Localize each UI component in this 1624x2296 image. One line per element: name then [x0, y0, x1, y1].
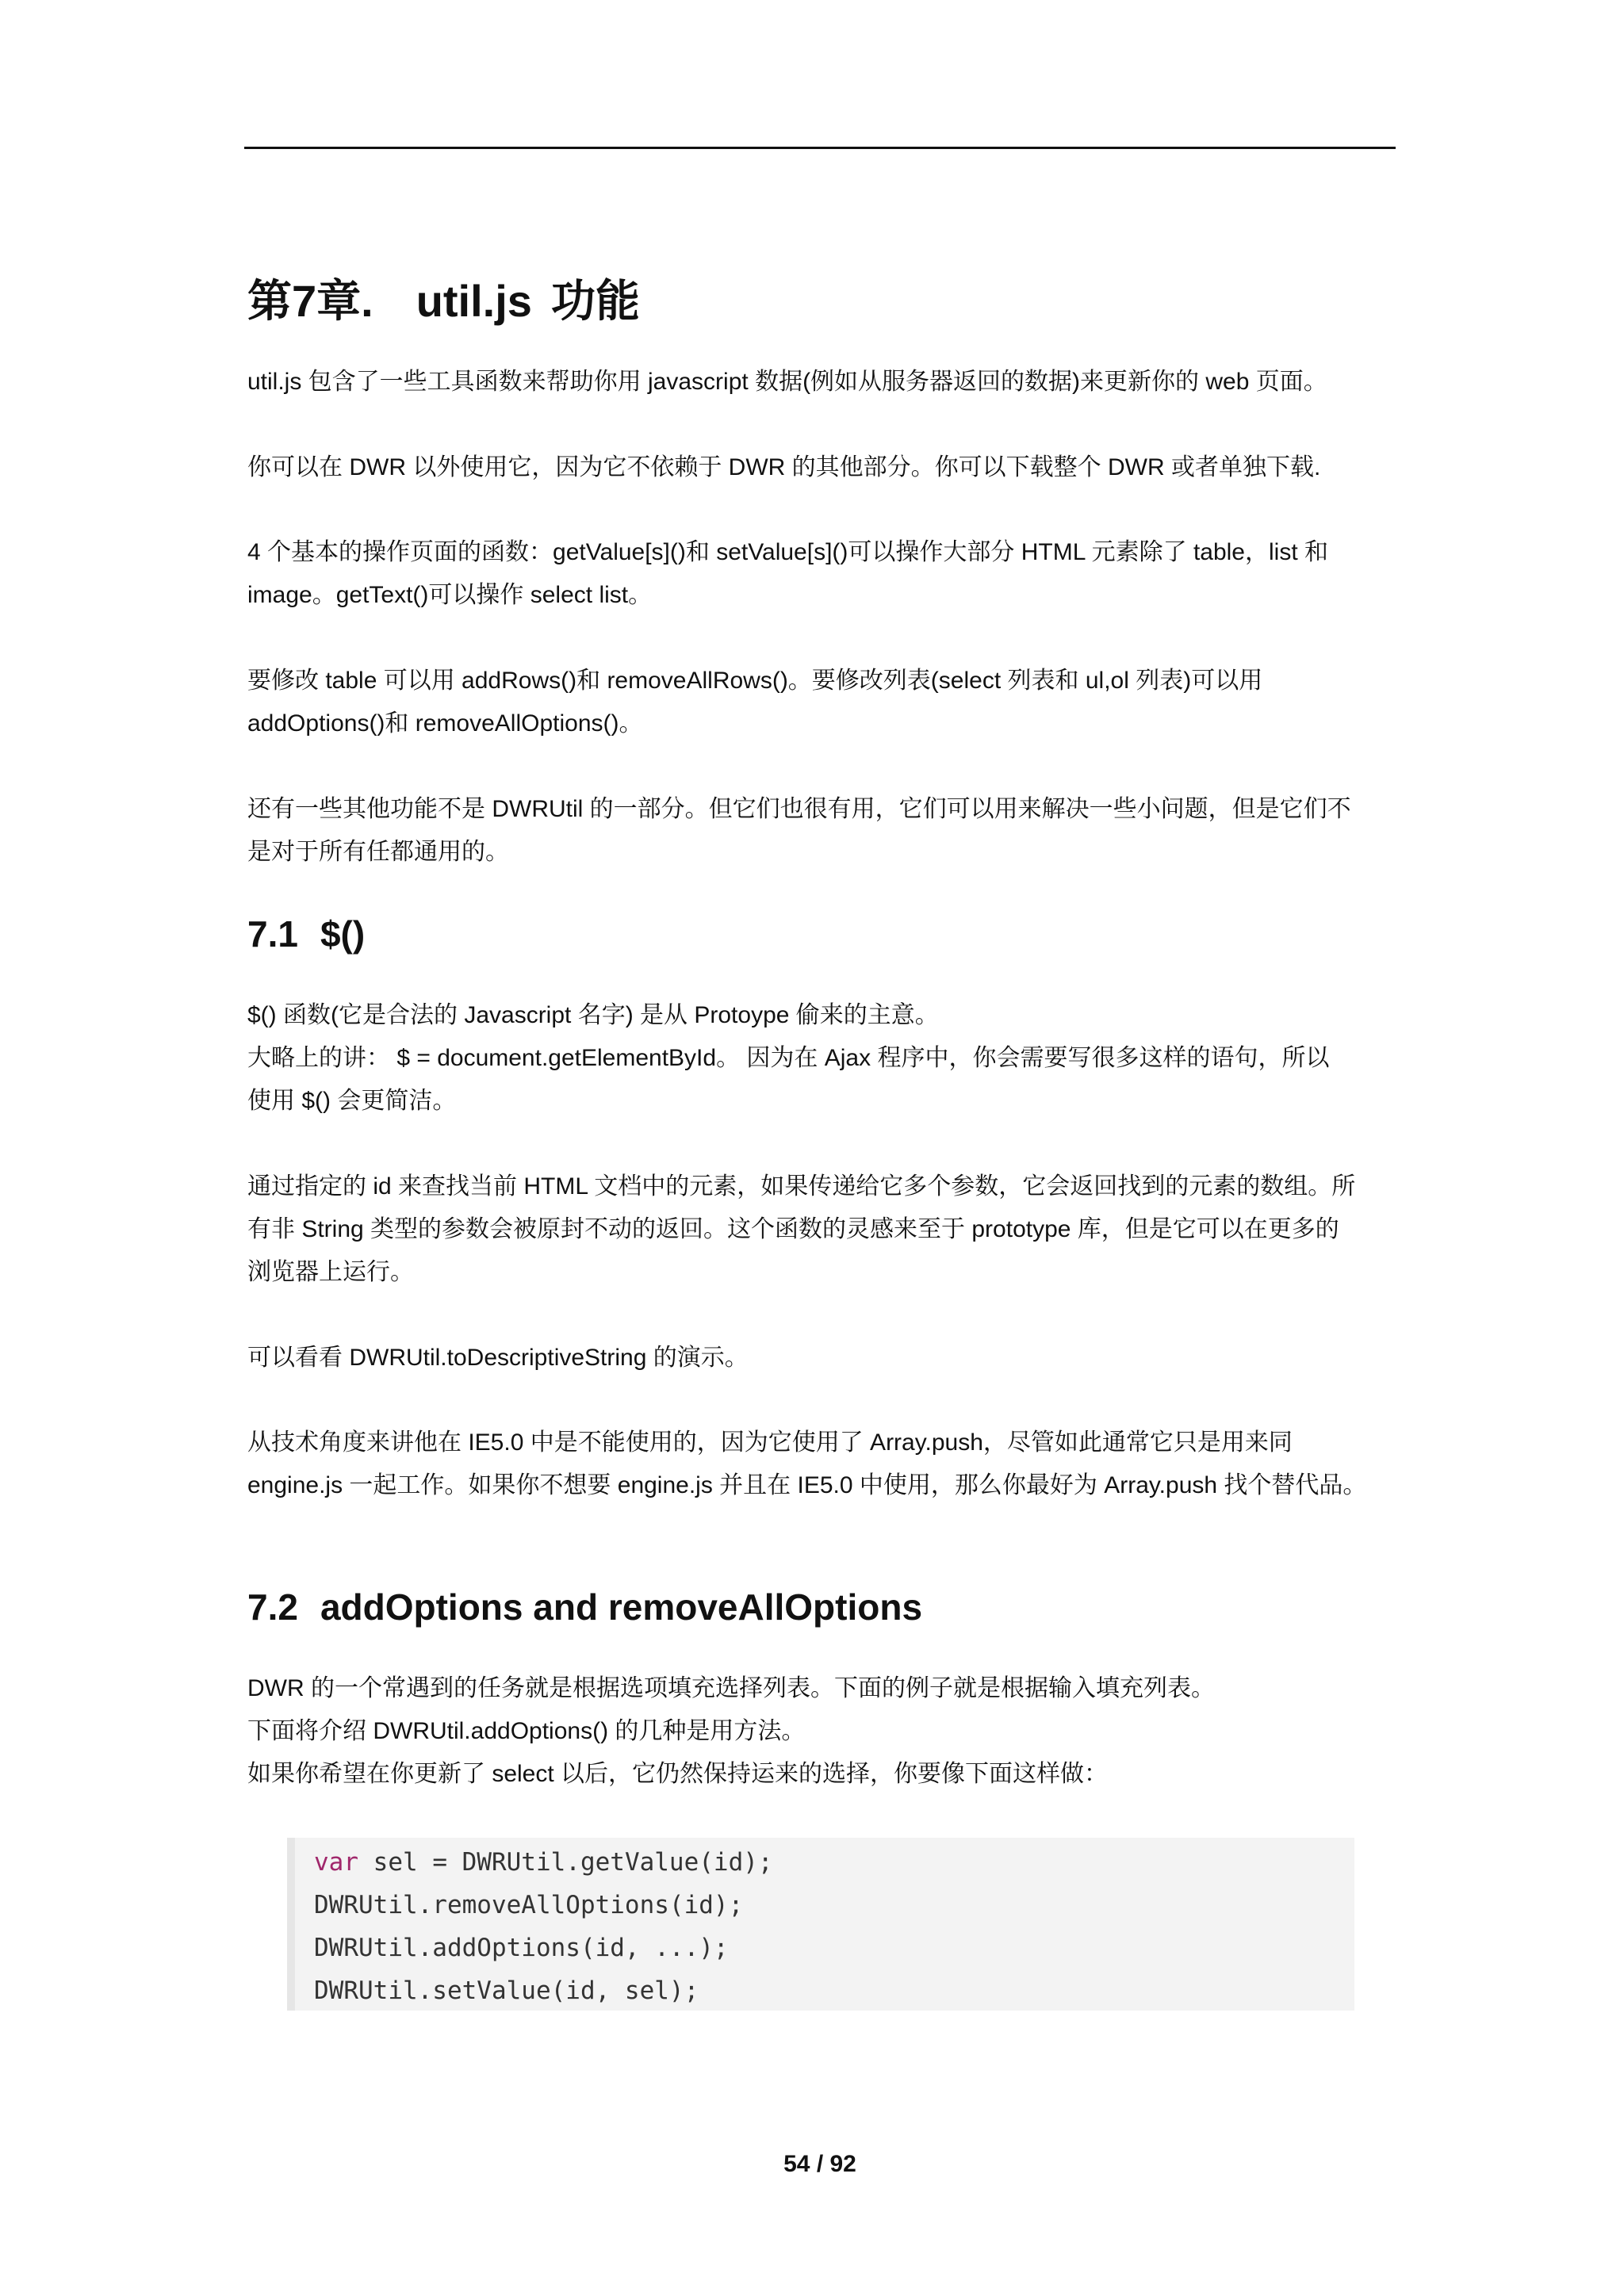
section-7-2-paragraph-1: DWR 的一个常遇到的任务就是根据选项填充选择列表。下面的例子就是根据输入填充列表。 下面将介绍 DWRUtil.addOptions() 的几种是用方法。 如果你希望在你更新了 select 以后，它仍然保持运来的选择，你要像下面这样做： — [247, 1675, 1215, 1787]
page-number: 54 / 92 — [783, 2151, 856, 2177]
section-7-1-paragraph-3: 可以看看 DWRUtil.toDescriptiveString 的演示。 — [247, 1345, 749, 1371]
chapter-name: util.js — [416, 276, 532, 326]
chapter-label: 第7章. — [247, 276, 373, 326]
section-7-2-number: 7.2 — [247, 1586, 298, 1628]
section-7-1-paragraph-1: $() 函数(它是合法的 Javascript 名字) 是从 Protoype 偷来的主意。 大略上的讲： $ = document.getElementById。 因为在 Ajax 程序中，你会需要写很多这样的语句，所以 使用 $() 会更简洁。 — [247, 1002, 1330, 1114]
intro-paragraph-2: 你可以在 DWR 以外使用它，因为它不依赖于 DWR 的其他部分。你可以下载整个 DWR 或者单独下载. — [247, 454, 1321, 480]
code-keyword: var — [314, 1848, 358, 1877]
section-7-1-title — [247, 909, 365, 959]
intro-paragraph-4: 要修改 table 可以用 addRows()和 removeAllRows()。要修改列表(select 列表和 ul,ol 列表)可以用 addOptions()和 removeAllOptions()。 — [247, 668, 1263, 737]
section-7-1-name: $() — [320, 913, 366, 955]
header-rule — [244, 147, 1396, 149]
code-line-2: DWRUtil.removeAllOptions(id); — [314, 1891, 744, 1919]
document-page — [244, 0, 1396, 2296]
intro-paragraph-3: 4 个基本的操作页面的函数：getValue[s]()和 setValue[s]()可以操作大部分 HTML 元素除了 table，list 和 image。getText()可以操作 select list。 — [247, 539, 1328, 608]
section-7-1-paragraph-4: 从技术角度来讲他在 IE5.0 中是不能使用的，因为它使用了 Array.push，尽管如此通常它只是用来同 engine.js 一起工作。如果你不想要 engine.js 并且在 IE5.0 中使用，那么你最好为 Array.push 找个替代品。 — [247, 1429, 1367, 1498]
code-line-4: DWRUtil.setValue(id, sel); — [314, 1976, 699, 2005]
section-7-2-name: addOptions and removeAllOptions — [320, 1586, 923, 1628]
section-7-1-number: 7.1 — [247, 913, 298, 955]
intro-paragraph-5: 还有一些其他功能不是 DWRUtil 的一部分。但它们也很有用，它们可以用来解决一些小问题，但是它们不 是对于所有任都通用的。 — [247, 796, 1351, 865]
intro-paragraph-1: util.js 包含了一些工具函数来帮助你用 javascript 数据(例如从服务器返回的数据)来更新你的 web 页面。 — [247, 369, 1327, 395]
code-line-1: var sel = DWRUtil.getValue(id); — [314, 1848, 773, 1877]
section-7-1-paragraph-2: 通过指定的 id 来查找当前 HTML 文档中的元素，如果传递给它多个参数，它会返回找到的元素的数组。所 有非 String 类型的参数会被原封不动的返回。这个函数的灵感来至于 prototype 库，但是它可以在更多的 浏览器上运行。 — [247, 1173, 1356, 1285]
code-example — [287, 1838, 1354, 2011]
code-line-3: DWRUtil.addOptions(id, ...); — [314, 1934, 729, 1962]
section-7-2-title — [247, 1582, 922, 1632]
chapter-title — [247, 271, 640, 331]
chapter-suffix: 功能 — [550, 276, 640, 326]
